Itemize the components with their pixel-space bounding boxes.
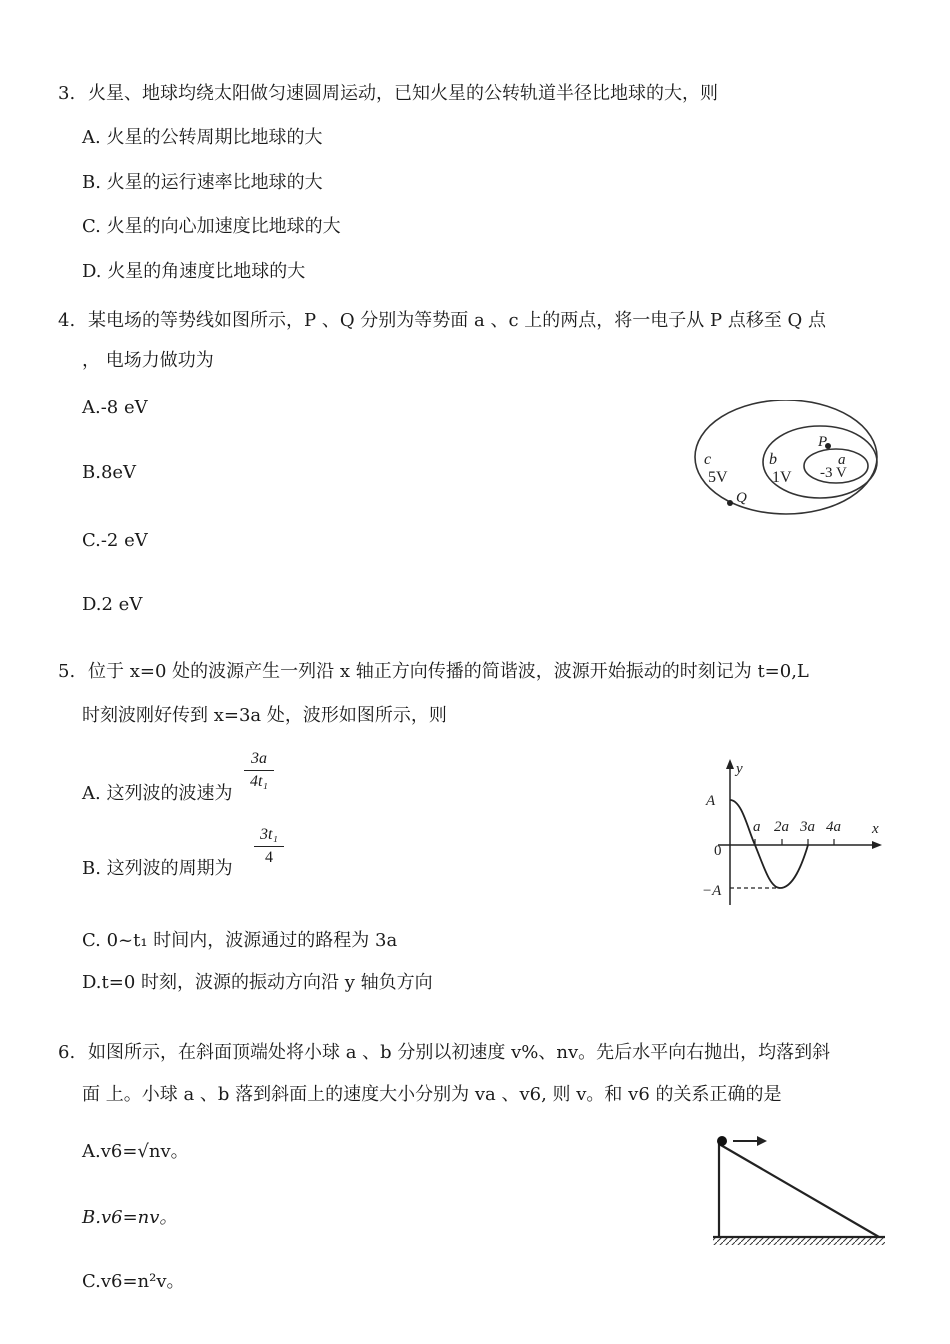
q6-option-c: C.v6=n²v。 (82, 1271, 185, 1292)
q4-option-b: B.8eV (82, 462, 137, 483)
incline-slope (719, 1144, 879, 1237)
y-axis-arrow (726, 759, 734, 769)
label-c: c (704, 451, 712, 468)
q4-option-c: C.-2 eV (82, 530, 148, 551)
q5-option-b-denominator: 4 (265, 849, 273, 866)
point-q (727, 500, 733, 506)
label-neg-amplitude: −A (702, 883, 722, 899)
wave-figure (698, 755, 898, 910)
q6-stem-line2: 面 上。小球 a 、b 落到斜面上的速度大小分别为 va 、v6, 则 v。和 v6 的关系正确的是 (82, 1084, 782, 1105)
label-x: x (872, 821, 879, 837)
label-c-voltage: 5V (708, 469, 728, 486)
label-b: b (769, 451, 777, 468)
q5-option-d: D.t=0 时刻，波源的振动方向沿 y 轴负方向 (82, 972, 433, 993)
tick-label-4a: 4a (826, 819, 841, 835)
q3-option-d: D. 火星的角速度比地球的大 (82, 261, 306, 282)
q4-option-a: A.-8 eV (82, 397, 148, 418)
label-a-voltage: -3 V (820, 465, 847, 481)
label-b-voltage: 1V (772, 469, 792, 486)
q5-stem-line1: 位于 x=0 处的波源产生一列沿 x 轴正方向传播的简谐波，波源开始振动的时刻记为 t=0,L (88, 661, 809, 682)
q5-option-b: B. 这列波的周期为 (82, 858, 233, 879)
label-zero: 0 (714, 843, 722, 859)
label-y: y (736, 761, 743, 777)
q5-option-a: A. 这列波的波速为 (82, 783, 233, 804)
q3-stem: 火星、地球均绕太阳做匀速圆周运动，已知火星的公转轨道半径比地球的大，则 (88, 83, 718, 104)
label-amplitude: A (706, 793, 716, 809)
incline-figure (705, 1128, 895, 1253)
q6-option-a: A.v6=√nv。 (82, 1141, 189, 1162)
q5-stem-line2: 时刻波刚好传到 x=3a 处，波形如图所示，则 (82, 705, 447, 726)
q4-stem-line2: ， 电场力做功为 (82, 350, 214, 371)
q5-number: 5. (58, 661, 76, 682)
ground-hatch (713, 1238, 885, 1245)
q5-option-a-numerator: 3a (251, 750, 267, 767)
equipotential-c (695, 400, 877, 514)
q3-option-a: A. 火星的公转周期比地球的大 (82, 127, 323, 148)
q5-option-a-fraction (244, 750, 274, 791)
label-a: a (838, 452, 846, 468)
tick-label-2a: 2a (774, 819, 789, 835)
q5-option-b-fraction (254, 826, 284, 867)
q6-stem-line1: 如图所示，在斜面顶端处将小球 a 、b 分别以初速度 v%、nv。先后水平向右抛出，均落到斜 (88, 1042, 831, 1063)
tick-label-3a: 3a (800, 819, 815, 835)
q4-number: 4. (58, 310, 76, 331)
ball (717, 1136, 727, 1146)
x-axis-arrow (872, 841, 882, 849)
q5-option-a-denominator: 4t₁ (249, 773, 268, 790)
q3-number: 3. (58, 83, 76, 104)
velocity-arrow-head (757, 1136, 767, 1146)
q3-option-c: C. 火星的向心加速度比地球的大 (82, 216, 341, 237)
q4-stem-line1: 某电场的等势线如图所示，P 、Q 分别为等势面 a 、c 上的两点，将一电子从 P 点移至 Q 点 (88, 310, 827, 331)
q6-number: 6. (58, 1042, 76, 1063)
q3-option-b: B. 火星的运行速率比地球的大 (82, 172, 323, 193)
q5-option-b-numerator: 3t₁ (259, 826, 278, 843)
q4-option-d: D.2 eV (82, 594, 143, 615)
label-p: P (818, 434, 828, 450)
equipotential-figure (690, 400, 890, 525)
q5-option-c: C. 0~t₁ 时间内，波源通过的路程为 3a (82, 930, 398, 951)
wave-curve (730, 800, 808, 888)
tick-label-a: a (753, 819, 761, 835)
label-q: Q (736, 490, 747, 506)
q6-option-b: B.v6=nv。 (82, 1207, 178, 1228)
